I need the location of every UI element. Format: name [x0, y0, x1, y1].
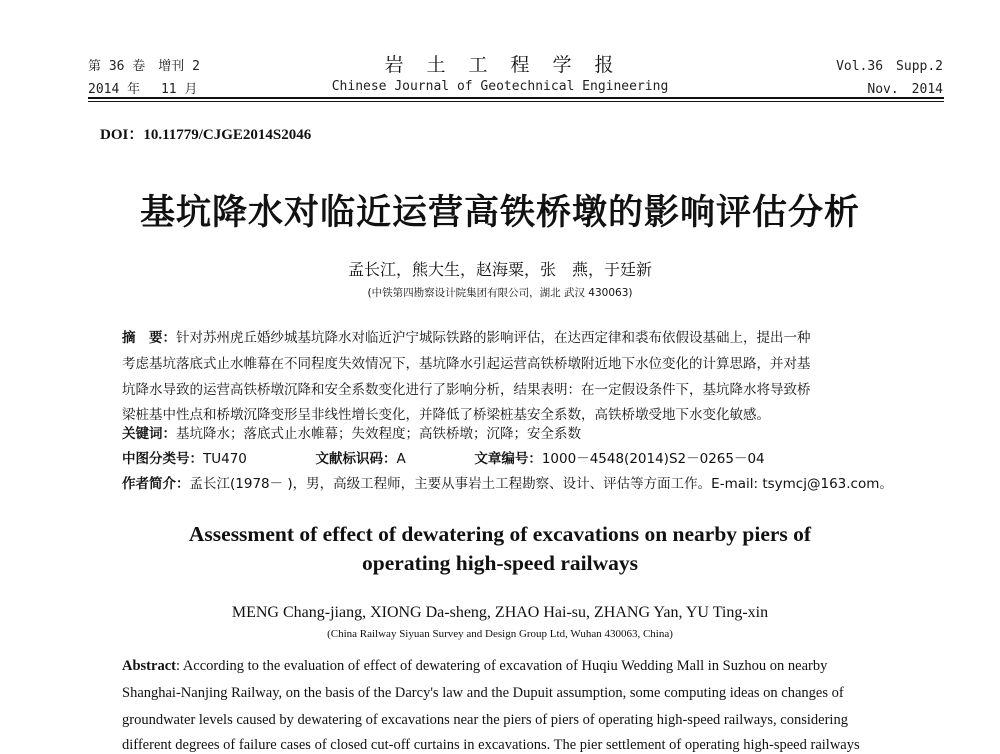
publication-date: 2014 年 11 月: [88, 82, 198, 97]
journal-title-en: Chinese Journal of Geotechnical Engineering: [331, 79, 669, 94]
header-rule-thick: [88, 97, 944, 99]
classification-row: [122, 447, 908, 467]
doc-code-value: A: [396, 451, 406, 467]
abstract-cn-label: 摘 要：: [122, 330, 176, 346]
paper-title-en-line1: Assessment of effect of dewatering of excavations on nearby piers of: [188, 522, 812, 546]
doi: DOI：10.11779/CJGE2014S2046: [100, 127, 312, 143]
clc-value: TU470: [203, 451, 247, 467]
abstract-cn-line: 坑降水导致的运营高铁桥墩沉降和安全系数变化进行了影响分析，结果表明：在一定假设条件下，基坑降水将导致桥: [122, 382, 811, 398]
bio-label: 作者简介：: [122, 476, 190, 492]
header-rule-thin: [88, 101, 944, 102]
keywords-cn: 关键词：基坑降水；落底式止水帷幕；失效程度；高铁桥墩；沉降；安全系数: [122, 426, 581, 442]
issue-date: Nov. 2014: [867, 82, 943, 97]
abstract-cn-line: 摘 要：针对苏州虎丘婚纱城基坑降水对临近沪宁城际铁路的影响评估，在达西定律和裘布依假设基础上，提出一种: [122, 330, 811, 346]
authors-en: MENG Chang-jiang, XIONG Da-sheng, ZHAO Hai-su, ZHANG Yan, YU Ting-xin: [231, 604, 769, 621]
article-no-value: 1000－4548(2014)S2－0265－04: [541, 451, 765, 467]
affiliation-cn: (中铁第四勘察设计院集团有限公司，湖北 武汉 430063): [367, 287, 633, 299]
author-bio: 作者简介：孟长江(1978－ )，男，高级工程师，主要从事岩土工程勘察、设计、评估等方面工作。E-mail: tsymcj@163.com。: [122, 476, 893, 492]
abstract-en-line: Abstract: According to the evaluation of effect of dewatering of excavation of Huqiu Wedding Mall in Suzhou on nearby: [122, 658, 828, 674]
volume-supplement: Vol.36 Supp.2: [836, 59, 943, 74]
article-no-label: 文章编号：: [474, 451, 542, 467]
abstract-en-line: groundwater levels caused by dewatering of excavations near the piers of piers of operating high-speed railways, considering: [122, 712, 848, 728]
abstract-en-line: Shanghai-Nanjing Railway, on the basis of the Darcy's law and the Dupuit assumption, some computing ideas on changes of: [122, 685, 844, 701]
authors-cn: 孟长江，熊大生，赵海粟，张 燕，于廷新: [347, 260, 652, 279]
paper-title-cn: 基坑降水对临近运营高铁桥墩的影响评估分析: [139, 193, 860, 233]
keywords-cn-label: 关键词：: [122, 426, 176, 442]
clc-label: 中图分类号：: [122, 451, 203, 467]
abstract-cn-line: 考虑基坑落底式止水帷幕在不同程度失效情况下，基坑降水引起运营高铁桥墩附近地下水位变化的计算思路，并对基: [122, 356, 811, 372]
abstract-en-label: Abstract: [122, 658, 176, 674]
doc-code-label: 文献标识码：: [315, 451, 397, 467]
volume-issue: 第 36 卷 增刊 2: [88, 59, 200, 74]
abstract-cn-line: 梁桩基中性点和桥墩沉降变形呈非线性增长变化，并降低了桥梁桩基安全系数，高铁桥墩受地下水变化敏感。: [122, 407, 770, 423]
paper-title-en-line2: operating high-speed railways: [362, 551, 638, 575]
journal-title-cn: 岩 土 工 程 学 报: [384, 54, 616, 76]
affiliation-en: (China Railway Siyuan Survey and Design Group Ltd, Wuhan 430063, China): [327, 628, 673, 640]
abstract-en-line: different degrees of failure cases of closed cut-off curtains in excavations. The pier settlement of operating high-speed railways: [122, 737, 860, 753]
